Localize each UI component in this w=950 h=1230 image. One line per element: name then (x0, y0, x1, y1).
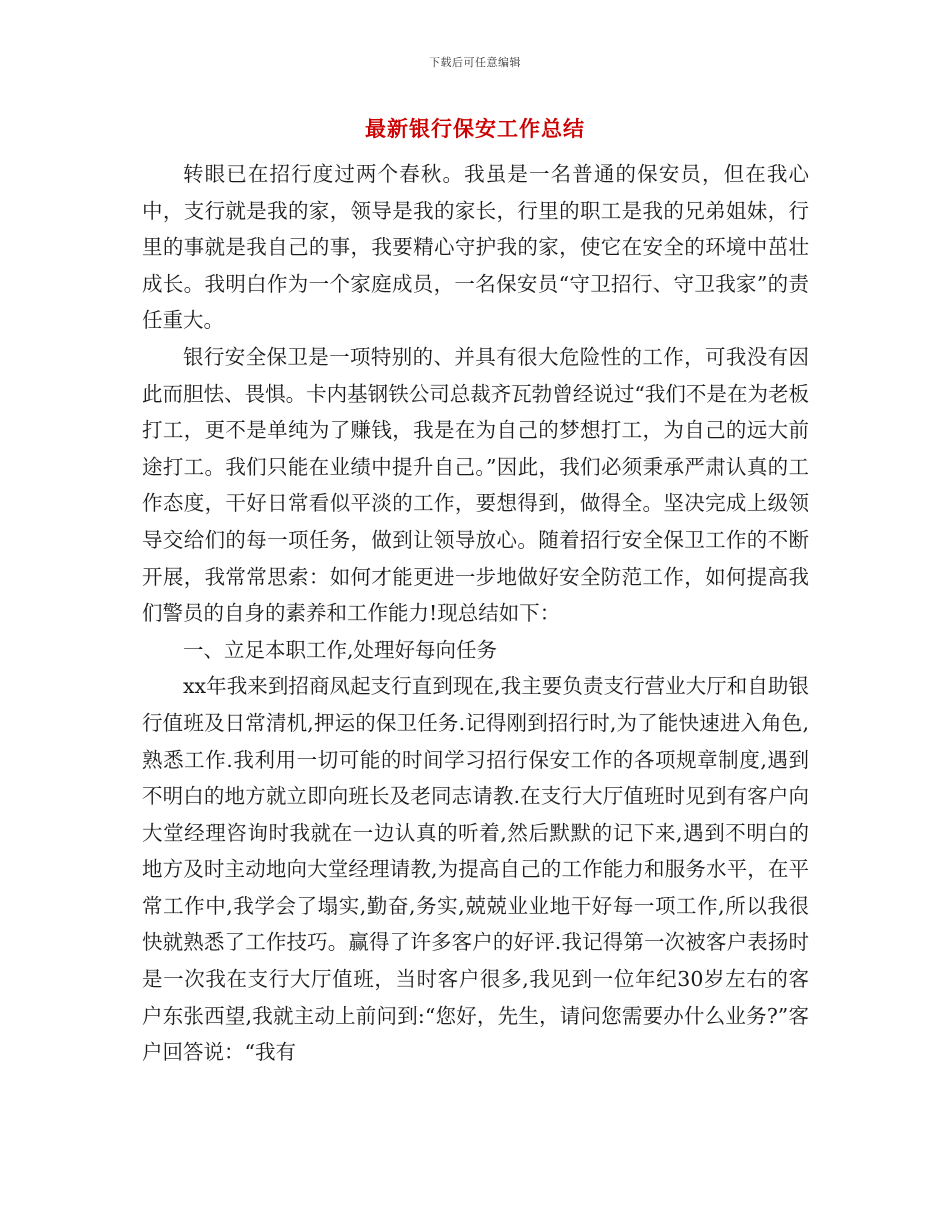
paragraph-intro: 转眼已在招行度过两个春秋。我虽是一名普通的保安员，但在我心中，支行就是我的家，领导是我的家长，行里的职工是我的兄弟姐妹，行里的事就是我自己的事，我要精心守护我的家，使它在安全的环境中茁壮成长。我明白作为一个家庭成员，一名保安员“守卫招行、守卫我家”的责任重大。 (142, 162, 809, 333)
section-heading-1: 一、立足本职工作,处理好每向任务 (183, 637, 498, 662)
paragraph-section-1: xx年我来到招商凤起支行直到现在,我主要负责支行营业大厅和自助银行值班及日常清机,押运的保卫任务.记得刚到招行时,为了能快速进入角色,熟悉工作.我利用一切可能的时间学习招行保安工作的各项规章制度,遇到不明白的地方就立即向班长及老同志请教.在支行大厅值班时见到有客户向大堂经理咨询时我就在一边认真的听着,然后默默的记下来,遇到不明白的地方及时主动地向大堂经理请教,为提高自己的工作能力和服务水平，在平常工作中,我学会了塌实,勤奋,务实,兢兢业业地干好每一项工作,所以我很快就熟悉了工作技巧。赢得了许多客户的好评.我记得第一次被客户表扬时是一次我在支行大厅值班，当时客户很多,我见到一位年纪30岁左右的客户东张西望,我就主动上前问到:“您好，先生，请问您需要办什么业务?”客户回答说：“我有 (142, 674, 809, 1065)
document-body (142, 156, 809, 1071)
header-note: 下载后可任意编辑 (429, 56, 521, 69)
paragraph-security-work: 银行安全保卫是一项特别的、并具有很大危险性的工作，可我没有因此而胆怯、畏惧。卡内基钢铁公司总裁齐瓦勃曾经说过“我们不是在为老板打工，更不是单纯为了赚钱，我是在为自己的梦想打工，为自己的远大前途打工。我们只能在业绩中提升自己。”因此，我们必须秉承严肃认真的工作态度，干好日常看似平淡的工作，要想得到，做得全。坚决完成上级领导交给们的每一项任务，做到让领导放心。随着招行安全保卫工作的不断开展，我常常思索：如何才能更进一步地做好安全防范工作，如何提高我们警员的自身的素养和工作能力!现总结如下： (142, 344, 809, 626)
document-title: 最新银行保安工作总结 (365, 116, 585, 141)
